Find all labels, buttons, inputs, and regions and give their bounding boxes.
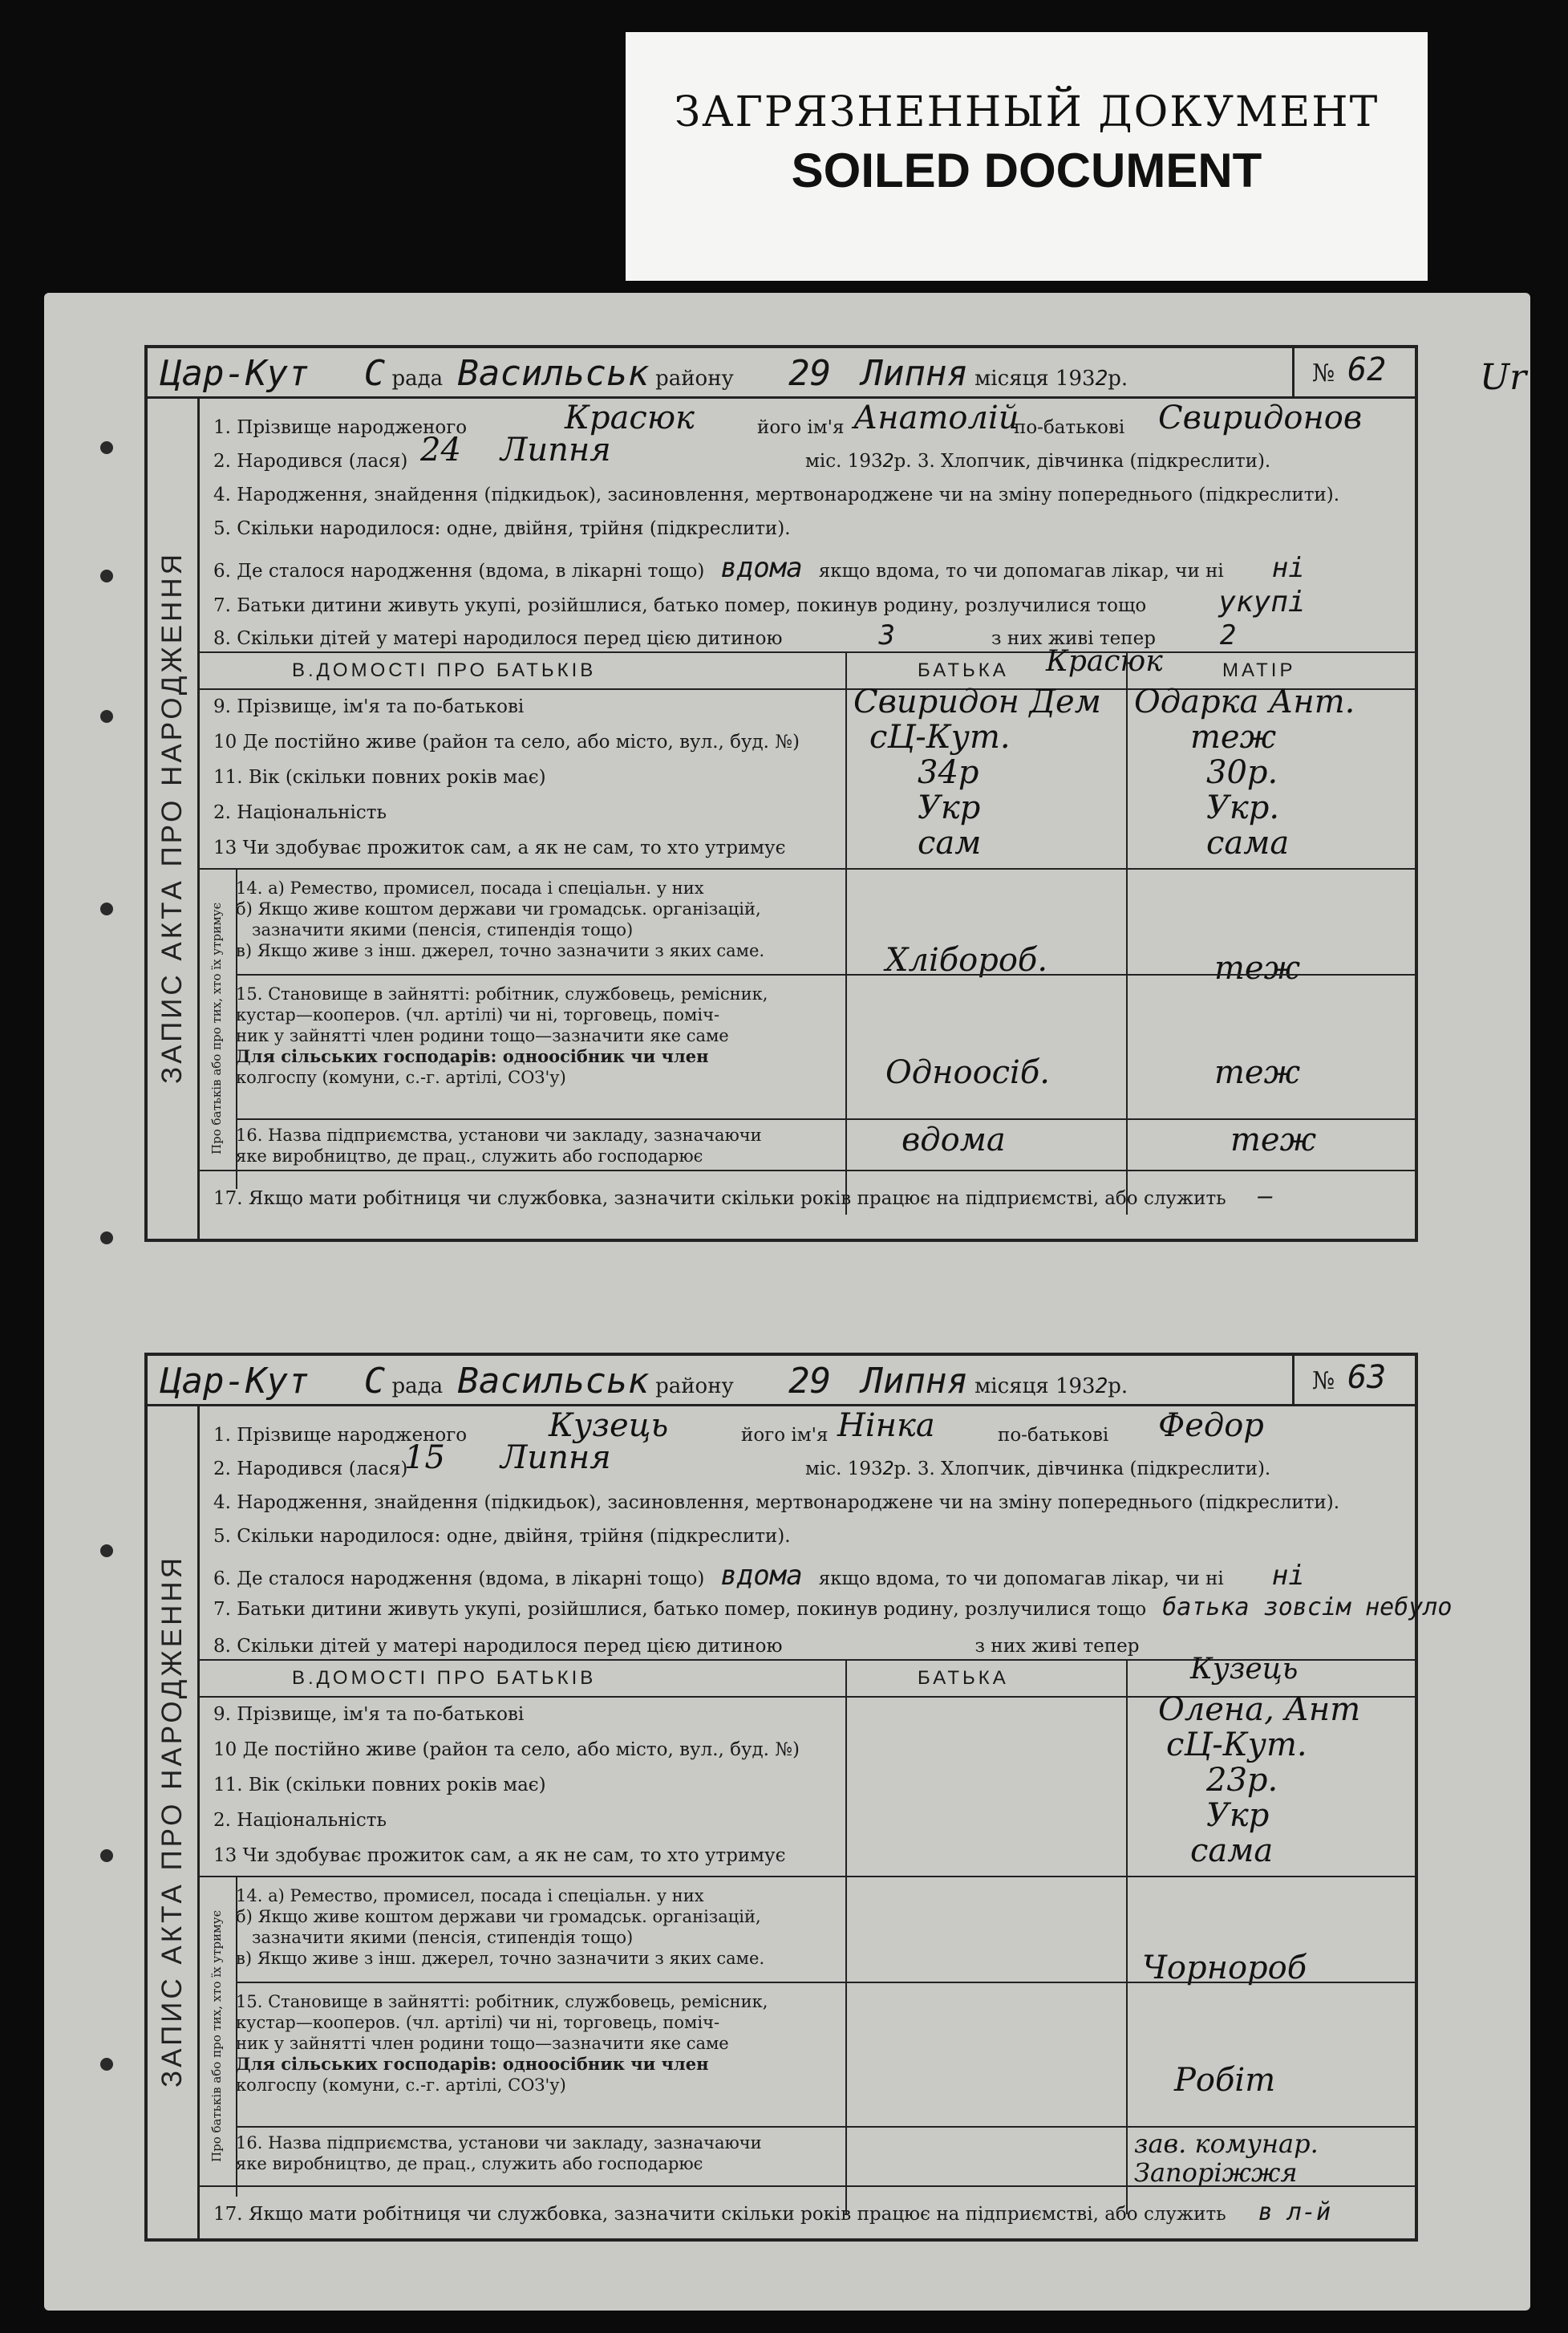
gender-label: р. 3. Хлопчик, дівчинка (підкреслити).: [893, 1459, 1271, 1479]
mother-address: сЦ-Кут.: [1166, 1726, 1307, 1763]
row-14a: 14. а) Ремество, промисел, посада і спеціальн. у них: [236, 878, 704, 898]
punch-hole: [100, 2058, 113, 2071]
parents-section-title: В.ДОМОСТІ ПРО БАТЬКІВ: [292, 1667, 597, 1689]
margin-mark: Ur: [1480, 357, 1527, 398]
parents-section-title: В.ДОМОСТІ ПРО БАТЬКІВ: [292, 659, 597, 681]
born-year: 2: [882, 451, 894, 472]
stamp-english: SOILED DOCUMENT: [791, 144, 1262, 197]
father-nationality: Укр: [918, 789, 981, 826]
stamp-russian: ЗАГРЯЗНЕННЫЙ ДОКУМЕНТ: [674, 88, 1380, 136]
row-17: [213, 2198, 1331, 2226]
father-status: Одноосіб.: [885, 1054, 1050, 1091]
punch-hole: [100, 1231, 113, 1244]
birth-place: вдома: [720, 1560, 803, 1592]
mother-status: теж: [1214, 1054, 1301, 1091]
rada-label: рада: [391, 367, 444, 391]
row-7-label: 7. Батьки дитини живуть укупі, розійшлися, батько помер, покинув родину, розлучилися тощо: [213, 1599, 1147, 1620]
punch-hole: [100, 441, 113, 454]
row-15b: ник у зайнятті член родини тощо—зазначити яке саме: [236, 2034, 729, 2053]
birth-record-1: [144, 345, 1418, 1242]
row-15d: колгоспу (комуни, с.-г. артілі, СОЗ'у): [236, 1068, 566, 1087]
mother-age: 23р.: [1206, 1762, 1278, 1799]
record-number-box: [1292, 1356, 1415, 1404]
mother-nationality: Укр.: [1206, 789, 1280, 826]
divider: [148, 1404, 1415, 1406]
punch-hole: [100, 1849, 113, 1862]
divider: [197, 1170, 1415, 1171]
row-15c: Для сільських господарів: одноосібник чи член: [236, 2054, 709, 2074]
divider: [197, 2185, 1415, 2187]
divider: [148, 396, 1415, 399]
row-14c: зазначити якими (пенсія, стипендія тощо): [252, 1928, 634, 1947]
row-6-doctor-label: якщо вдома, то чи допомагав лікар, чи ні: [818, 561, 1224, 582]
mother-job: теж: [1214, 950, 1301, 987]
father-job: Хлібороб.: [885, 942, 1048, 979]
row-9-label: 9. Прізвище, ім'я та по-батькові: [213, 1704, 525, 1725]
month-label: місяця 193: [974, 1374, 1096, 1398]
row-7: [213, 1593, 1452, 1621]
row-17-answer: в л-й: [1258, 2198, 1331, 2226]
row-14a: 14. а) Ремество, промисел, посада і спеціальн. у них: [236, 1886, 704, 1905]
row-11-label: 11. Вік (скільки повних років має): [213, 1775, 546, 1795]
mother-name: Олена, Ант: [1158, 1691, 1361, 1728]
row-10-label: 10 Де постійно живе (район та село, або місто, вул., буд. №): [213, 732, 800, 753]
row-15a: 15. Становище в зайнятті: робітник, службовець, ремісник, кустар—кооперов. (чл. артілі) чи ні, торговець, поміч-: [236, 984, 768, 1024]
year: 2: [1095, 1374, 1108, 1398]
child-surname: Кузець: [549, 1407, 669, 1444]
month-label: місяця 193: [974, 367, 1096, 391]
father-work: вдома: [901, 1122, 1006, 1158]
year: 2: [1095, 367, 1108, 391]
row-17-answer: —: [1258, 1183, 1273, 1211]
side-title-text: ЗАПИС АКТА ПРО НАРОДЖЕННЯ: [156, 551, 188, 1084]
row-1-label: 1. Прізвище народженого: [213, 417, 468, 438]
row-14: [236, 1885, 764, 1969]
row-14b: б) Якщо живе коштом держави чи громадськ. організацій,: [236, 1907, 761, 1926]
father-living: сам: [918, 825, 982, 862]
rayonu-label: району: [655, 367, 734, 391]
record-header: [160, 353, 1128, 394]
column-divider: [845, 651, 847, 1215]
alive-label: з них живі тепер: [991, 628, 1156, 649]
row-15: [236, 1991, 829, 2096]
mother-work: теж: [1230, 1122, 1317, 1158]
subside-label: [197, 1876, 237, 2197]
number-label: №: [1312, 359, 1335, 387]
day: 29: [788, 1361, 832, 1402]
month: Липня: [861, 1361, 968, 1402]
mother-job: Чорнороб: [1142, 1950, 1307, 1986]
child-patronymic: Федор: [1158, 1407, 1264, 1444]
row-14d: в) Якщо живе з інш. джерел, точно зазначити з яких саме.: [236, 1949, 765, 1968]
record-number: 63: [1347, 1359, 1387, 1396]
row-6-doctor-label: якщо вдома, то чи допомагав лікар, чи ні: [818, 1568, 1224, 1589]
row-17: [213, 1183, 1273, 1211]
subside-label: [197, 868, 237, 1189]
row-6-label: 6. Де сталося народження (вдома, в лікарні тощо): [213, 1568, 705, 1589]
born-month: Липня: [500, 1439, 611, 1476]
divider: [236, 974, 1415, 976]
row-8-label: 8. Скільки дітей у матері народилося перед цією дитиною: [213, 628, 783, 649]
mother-living: сама: [1206, 825, 1290, 862]
born-year-label: міс. 193: [805, 451, 883, 472]
row-2-label: 2. Народився (лася): [213, 1459, 408, 1479]
row-1-label: 1. Прізвище народженого: [213, 1425, 468, 1446]
year-suffix: р.: [1108, 1374, 1128, 1398]
record-header: [160, 1361, 1128, 1402]
row-16b: яке виробництво, де прац., служить або господарює: [236, 2154, 703, 2173]
parents-status: батька зовсім небуло: [1162, 1593, 1453, 1621]
row-14b: б) Якщо живе коштом держави чи громадськ. організацій,: [236, 899, 761, 919]
row-7: [213, 586, 1306, 619]
row-2-rest: [805, 451, 1270, 472]
row-15d: колгоспу (комуни, с.-г. артілі, СОЗ'у): [236, 2075, 566, 2095]
mother-work: зав. комунар. Запоріжжя: [1134, 2128, 1319, 2188]
soiled-document-stamp: [626, 32, 1428, 281]
child-name: Анатолій: [853, 400, 1019, 436]
record-number: 62: [1347, 351, 1387, 388]
divider: [236, 1982, 1415, 1983]
born-year: 2: [882, 1459, 894, 1479]
row-4-label: 4. Народження, знайдення (підкидьок), засиновлення, мертвонароджене чи на зміну попереднього (підкреслити).: [213, 485, 1340, 505]
row-8-label: 8. Скільки дітей у матері народилося перед цією дитиною: [213, 1636, 783, 1657]
row-14c: зазначити якими (пенсія, стипендія тощо): [252, 920, 634, 939]
row-16: [236, 2132, 762, 2174]
born-day: 15: [404, 1439, 445, 1476]
row-15a: 15. Становище в зайнятті: робітник, службовець, ремісник, кустар—кооперов. (чл. артілі) чи ні, торговець, поміч-: [236, 1992, 768, 2032]
row-14d: в) Якщо живе з інш. джерел, точно зазначити з яких саме.: [236, 941, 765, 960]
number-label: №: [1312, 1367, 1335, 1395]
mother-age: 30р.: [1206, 754, 1278, 791]
row-5-label: 5. Скільки народилося: одне, двійня, трійня (підкреслити).: [213, 518, 791, 539]
row-2-label: 2. Народився (лася): [213, 451, 408, 472]
mother-column-header: МАТІР: [1222, 659, 1296, 681]
row-2-rest: [805, 1459, 1270, 1479]
child-surname: Красюк: [565, 400, 695, 436]
born-year-label: міс. 193: [805, 1459, 883, 1479]
day: 29: [788, 353, 832, 394]
children-count: 3: [878, 619, 896, 651]
born-month: Липня: [500, 432, 611, 469]
row-6: [213, 1560, 1305, 1592]
district: Васильськ: [457, 1361, 649, 1402]
mother-address: теж: [1190, 719, 1277, 756]
row-1-patronymic-label: по-батькові: [1014, 417, 1125, 438]
row-14: [236, 878, 764, 961]
born-day: 24: [420, 432, 461, 469]
subside-text: Про батьків або про тих, хто їх утримує: [209, 1910, 224, 2162]
district: Васильськ: [457, 353, 649, 394]
child-patronymic: Свиридонов: [1158, 400, 1363, 436]
subside-text: Про батьків або про тих, хто їх утримує: [209, 903, 224, 1154]
row-6-label: 6. Де сталося народження (вдома, в лікарні тощо): [213, 561, 705, 582]
side-title-text: ЗАПИС АКТА ПРО НАРОДЖЕННЯ: [156, 1555, 188, 2088]
place: Цар-Кут: [160, 1361, 310, 1402]
rada-label: рада: [391, 1374, 444, 1398]
father-address: сЦ-Кут.: [869, 719, 1011, 756]
parents-status: укупі: [1218, 586, 1306, 619]
column-divider: [1126, 651, 1128, 1215]
divider: [236, 2126, 1415, 2128]
row-12-label: 2. Національність: [213, 1810, 387, 1831]
row-1-name-label: його ім'я: [757, 417, 845, 438]
row-16b: яке виробництво, де прац., служить або господарює: [236, 1146, 703, 1166]
punch-hole: [100, 710, 113, 723]
doctor-answer: ні: [1271, 552, 1305, 584]
birth-record-2: [144, 1353, 1453, 2242]
year-suffix: р.: [1108, 367, 1128, 391]
row-16a: 16. Назва підприємства, установи чи закладу, зазначаючи: [236, 2133, 762, 2152]
father-column-header: БАТЬКА: [918, 1667, 1009, 1689]
row-10-label: 10 Де постійно живе (район та село, або місто, вул., буд. №): [213, 1739, 800, 1760]
alive-count: 2: [1219, 619, 1237, 651]
row-8: [213, 1627, 1203, 1659]
record-number-box: [1292, 348, 1415, 396]
row-17-label: 17. Якщо мати робітниця чи службовка, зазначити скільки років працює на підприємстві, або служить: [213, 1188, 1226, 1209]
mother-name: Одарка Ант.: [1134, 684, 1355, 720]
punch-hole: [100, 570, 113, 582]
father-age: 34р: [918, 754, 979, 791]
row-15: [236, 984, 829, 1088]
row-15c: Для сільських господарів: одноосібник чи член: [236, 1046, 709, 1066]
row-9-label: 9. Прізвище, ім'я та по-батькові: [213, 696, 525, 717]
row-7-label: 7. Батьки дитини живуть укупі, розійшлися, батько помер, покинув родину, розлучилися тощо: [213, 595, 1147, 616]
father-column-header: БАТЬКА: [918, 659, 1009, 681]
father-surname-note: Красюк: [1046, 645, 1163, 678]
row-12-label: 2. Національність: [213, 802, 387, 823]
row-4-label: 4. Народження, знайдення (підкидьок), засиновлення, мертвонароджене чи на зміну попереднього (підкреслити).: [213, 1492, 1340, 1513]
row-11-label: 11. Вік (скільки повних років має): [213, 767, 546, 788]
alive-label: з них живі тепер: [974, 1636, 1140, 1657]
row-1-name-label: його ім'я: [741, 1425, 829, 1446]
mother-surname-note: Кузець: [1190, 1653, 1299, 1686]
divider: [197, 868, 1415, 870]
month: Липня: [861, 353, 968, 394]
divider: [197, 1876, 1415, 1877]
side-title: [148, 396, 200, 1239]
rada-prefix: С: [363, 1361, 386, 1402]
divider: [197, 651, 1415, 653]
row-16: [236, 1125, 762, 1166]
row-6: [213, 552, 1305, 584]
punch-hole: [100, 903, 113, 915]
row-1-patronymic-label: по-батькові: [998, 1425, 1109, 1446]
gender-label: р. 3. Хлопчик, дівчинка (підкреслити).: [893, 451, 1271, 472]
divider: [236, 1118, 1415, 1120]
punch-hole: [100, 1544, 113, 1557]
row-16a: 16. Назва підприємства, установи чи закладу, зазначаючи: [236, 1126, 762, 1145]
column-divider: [845, 1659, 847, 2214]
birth-place: вдома: [720, 552, 803, 584]
row-5-label: 5. Скільки народилося: одне, двійня, трійня (підкреслити).: [213, 1526, 791, 1547]
mother-nationality: Укр: [1206, 1797, 1270, 1834]
rada-prefix: С: [363, 353, 386, 394]
column-divider: [1126, 1659, 1128, 2214]
mother-status: Робіт: [1174, 2062, 1276, 2099]
child-name: Нінка: [837, 1407, 935, 1444]
row-13-label: 13 Чи здобуває прожиток сам, а як не сам, то хто утримує: [213, 838, 786, 858]
row-15b: ник у зайнятті член родини тощо—зазначити яке саме: [236, 1026, 729, 1045]
father-name: Свиридон Дем: [853, 684, 1101, 720]
row-17-label: 17. Якщо мати робітниця чи службовка, зазначити скільки років працює на підприємстві, або служить: [213, 2204, 1226, 2225]
doctor-answer: ні: [1271, 1560, 1305, 1592]
rayonu-label: району: [655, 1374, 734, 1398]
place: Цар-Кут: [160, 353, 310, 394]
row-13-label: 13 Чи здобуває прожиток сам, а як не сам, то хто утримує: [213, 1845, 786, 1866]
side-title: [148, 1404, 200, 2238]
mother-living: сама: [1190, 1832, 1274, 1869]
